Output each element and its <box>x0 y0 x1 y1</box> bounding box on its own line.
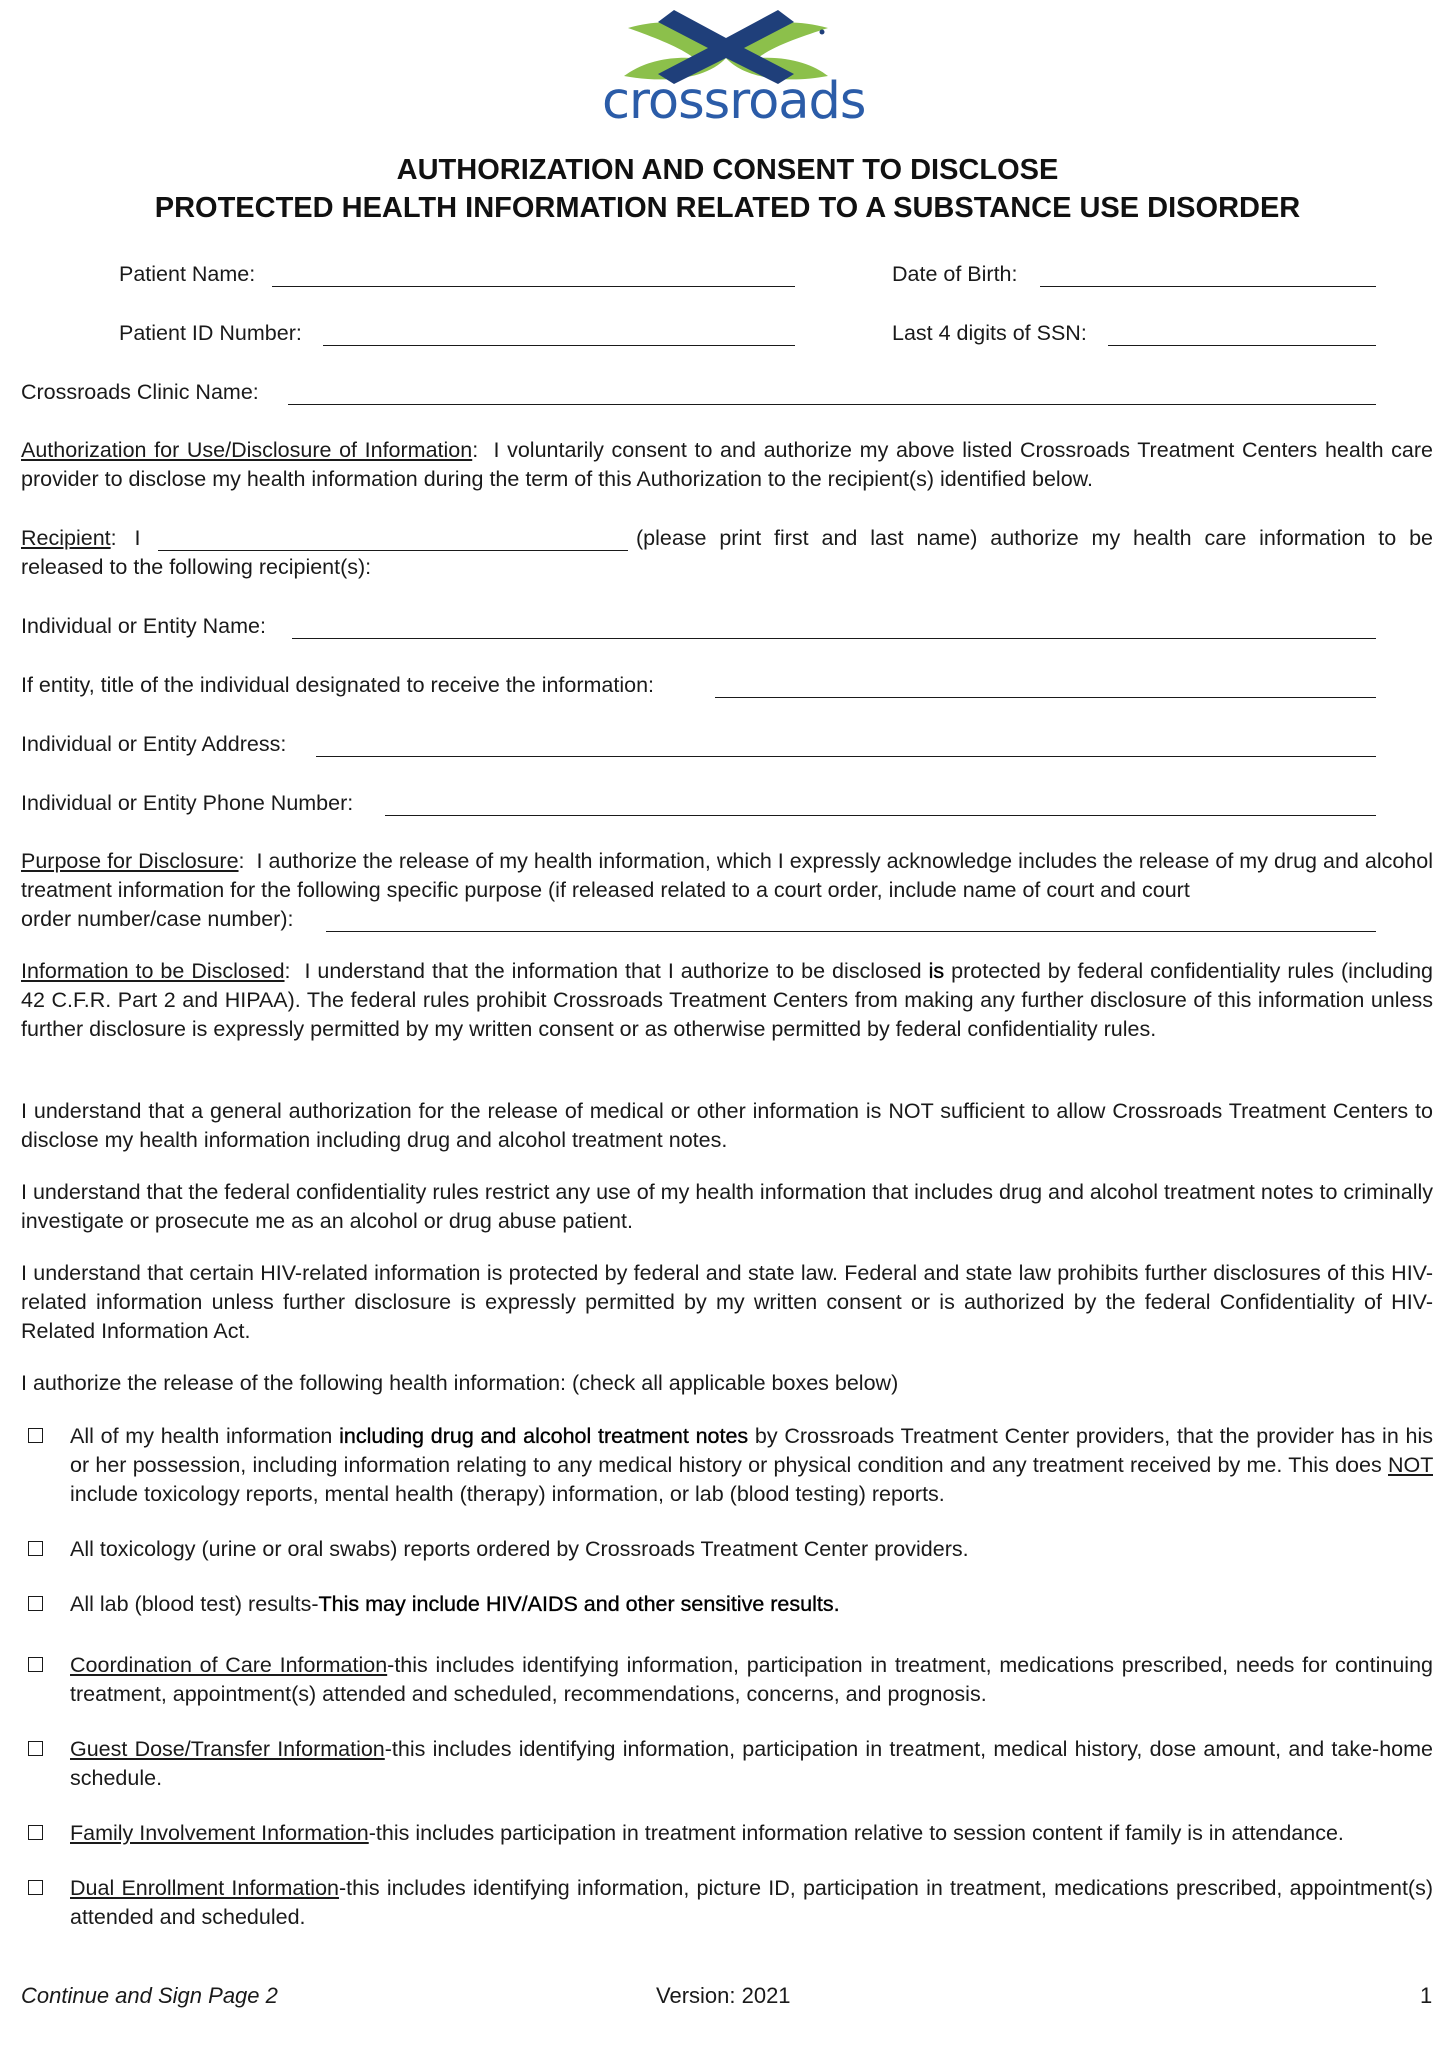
clinic-name-field[interactable] <box>288 404 1376 405</box>
checkbox-lab-results[interactable] <box>28 1596 43 1611</box>
ssn-last4-label: Last 4 digits of SSN: <box>892 321 1087 345</box>
checklist-item-coordination-of-care <box>70 1651 1433 1709</box>
purpose-body: I authorize the release of my health information, which I expressly acknowledge includes the release of my drug and alcohol treatment information for the following specific purpose (if released related to a court order, include name of court and court <box>21 849 1433 902</box>
checklist-item-family-involvement <box>70 1819 1433 1848</box>
footer-continue: Continue and Sign Page 2 <box>21 1983 278 2008</box>
checkbox-coordination-of-care[interactable] <box>28 1657 43 1672</box>
checklist-item-toxicology: All toxicology (urine or oral swabs) reports ordered by Crossroads Treatment Center providers. <box>70 1537 969 1561</box>
item7-text: -this includes identifying information, picture ID, participation in treatment, medications prescribed, appointment(s) attended and scheduled. <box>70 1876 1433 1929</box>
purpose-paragraph: Purpose for Disclosure: I authorize the release of my health information, which I expressly acknowledge includes the release of my drug and alcohol treatment information for the following specific purpose (if released related to a court order, include name of court and court <box>21 849 1433 902</box>
criminal-investigation-paragraph: I understand that the federal confidentiality rules restrict any use of my health information that includes drug and alcohol treatment notes to criminally investigate or prosecute me as an alcohol or drug abuse patient. <box>21 1180 1433 1233</box>
crossroads-logo <box>598 6 866 131</box>
recipient-heading: Recipient <box>21 526 111 550</box>
checkbox-toxicology[interactable] <box>28 1541 43 1556</box>
form-title-line2: PROTECTED HEALTH INFORMATION RELATED TO A SUBSTANCE USE DISORDER <box>154 192 1301 224</box>
entity-title-field[interactable] <box>715 697 1376 698</box>
clinic-name-label: Crossroads Clinic Name: <box>21 380 259 404</box>
recipient-line2: released to the following recipient(s): <box>21 555 372 579</box>
info-disclosed-paragraph: Information to be Disclosed: I understand that the information that I authorize to be disclosed is protected by federal confidentiality rules (including 42 C.F.R. Part 2 and HIPAA). The federal rules prohibit Crossroads Treatment Centers from making any further disclosure of this information unless further disclosure is expressly permitted by my written consent or as otherwise permitted by federal confidentiality rules. <box>21 959 1434 1041</box>
checklist-intro: I authorize the release of the following health information: (check all applicable boxes below) <box>21 1371 899 1395</box>
checklist-item-all-health-info <box>70 1422 1433 1509</box>
form-title-line1: AUTHORIZATION AND CONSENT TO DISCLOSE <box>396 154 1059 186</box>
court-order-field[interactable] <box>326 931 1376 932</box>
item1-text-b: by Crossroads Treatment Center providers, that the provider has in his or her possession, including information relating to any medical history or physical condition and any treatment received by me. This does <box>70 1424 1433 1477</box>
patient-name-label: Patient Name: <box>119 262 256 286</box>
item5-heading: Guest Dose/Transfer Information <box>70 1737 385 1761</box>
item1-not: NOT <box>1388 1453 1433 1477</box>
checkbox-all-health-info[interactable] <box>28 1428 43 1443</box>
item1-bold: including drug and alcohol treatment notes <box>339 1424 749 1448</box>
entity-phone-field[interactable] <box>385 815 1376 816</box>
checkbox-dual-enrollment[interactable] <box>28 1880 43 1895</box>
patient-id-field[interactable] <box>323 345 795 346</box>
entity-address-field[interactable] <box>316 756 1376 757</box>
item4-text: -this includes identifying information, participation in treatment, medications prescribed, needs for continuing treatment, appointment(s) attended and scheduled, recommendations, concerns, and prognosis. <box>70 1653 1433 1706</box>
authorization-heading: Authorization for Use/Disclosure of Information <box>21 438 473 462</box>
ssn-last4-field[interactable] <box>1108 345 1376 346</box>
checklist-item-guest-dose <box>70 1735 1433 1793</box>
entity-phone-label: Individual or Entity Phone Number: <box>21 791 354 815</box>
hiv-paragraph: I understand that certain HIV-related information is protected by federal and state law. Federal and state law prohibits further disclosures of this HIV-related information unless further disclosure is expressly permitted by my written consent or is authorized by the federal Confidentiality of HIV-Related Information Act. <box>21 1261 1433 1343</box>
info-disclosed-is: is <box>928 959 945 983</box>
entity-name-field[interactable] <box>292 638 1376 639</box>
item4-heading: Coordination of Care Information <box>70 1653 388 1677</box>
info-disclosed-body-a: I understand that the information that I authorize to be disclosed <box>304 959 922 983</box>
patient-name-field[interactable] <box>272 286 795 287</box>
info-disclosed-heading: Information to be Disclosed <box>21 959 285 983</box>
entity-name-label: Individual or Entity Name: <box>21 614 266 638</box>
checkbox-family-involvement[interactable] <box>28 1825 43 1840</box>
recipient-prefix: I <box>134 526 141 550</box>
footer-version: Version: 2021 <box>656 1983 791 2008</box>
recipient-line1-left: Recipient: I <box>21 526 141 550</box>
recipient-after-blank: (please print first and last name) authorize my health care information to be <box>636 526 1433 550</box>
item7-heading: Dual Enrollment Information <box>70 1876 339 1900</box>
checklist-item-lab-results <box>70 1590 1433 1619</box>
general-authorization-paragraph: I understand that a general authorization for the release of medical or other information is NOT sufficient to allow Crossroads Treatment Centers to disclose my health information including drug and alcohol treatment notes. <box>21 1099 1433 1152</box>
item3-bold: This may include HIV/AIDS and other sensitive results. <box>318 1592 840 1616</box>
entity-title-label: If entity, title of the individual designated to receive the information: <box>21 673 655 697</box>
item3-text: All lab (blood test) results- <box>70 1592 319 1616</box>
authorization-paragraph: Authorization for Use/Disclosure of Information: I voluntarily consent to and authorize my above listed Crossroads Treatment Centers health care provider to disclose my health information during the term of this Authorization to the recipient(s) identified below. <box>21 438 1433 491</box>
authorization-body: I voluntarily consent to and authorize my above listed Crossroads Treatment Centers health care provider to disclose my health information during the term of this Authorization to the recipient(s) identified below. <box>21 438 1433 491</box>
purpose-last-line: order number/case number): <box>21 907 294 931</box>
item1-text-a: All of my health information <box>70 1424 333 1448</box>
checklist-item-dual-enrollment <box>70 1874 1433 1932</box>
item5-text: -this includes identifying information, participation in treatment, medical history, dose amount, and take-home schedule. <box>70 1737 1433 1790</box>
item6-heading: Family Involvement Information <box>70 1821 369 1845</box>
footer-page-number: 1 <box>1420 1983 1433 2008</box>
info-disclosed-body-b: protected by federal confidentiality rules (including 42 C.F.R. Part 2 and HIPAA). The federal rules prohibit Crossroads Treatment Centers from making any further disclosure of this information unless further disclosure is expressly permitted by my written consent or as otherwise permitted by federal confidentiality rules. <box>21 959 1434 1041</box>
patient-id-label: Patient ID Number: <box>119 321 302 345</box>
item1-text-c: include toxicology reports, mental health (therapy) information, or lab (blood testing) reports. <box>70 1482 945 1506</box>
date-of-birth-label: Date of Birth: <box>892 262 1018 286</box>
item6-text: -this includes participation in treatment information relative to session content if family is in attendance. <box>368 1821 1344 1845</box>
checkbox-guest-dose[interactable] <box>28 1741 43 1756</box>
logo-wordmark: crossroads <box>602 72 866 131</box>
entity-address-label: Individual or Entity Address: <box>21 732 287 756</box>
recipient-name-field[interactable] <box>158 550 628 551</box>
date-of-birth-field[interactable] <box>1040 286 1376 287</box>
purpose-heading: Purpose for Disclosure <box>21 849 239 873</box>
